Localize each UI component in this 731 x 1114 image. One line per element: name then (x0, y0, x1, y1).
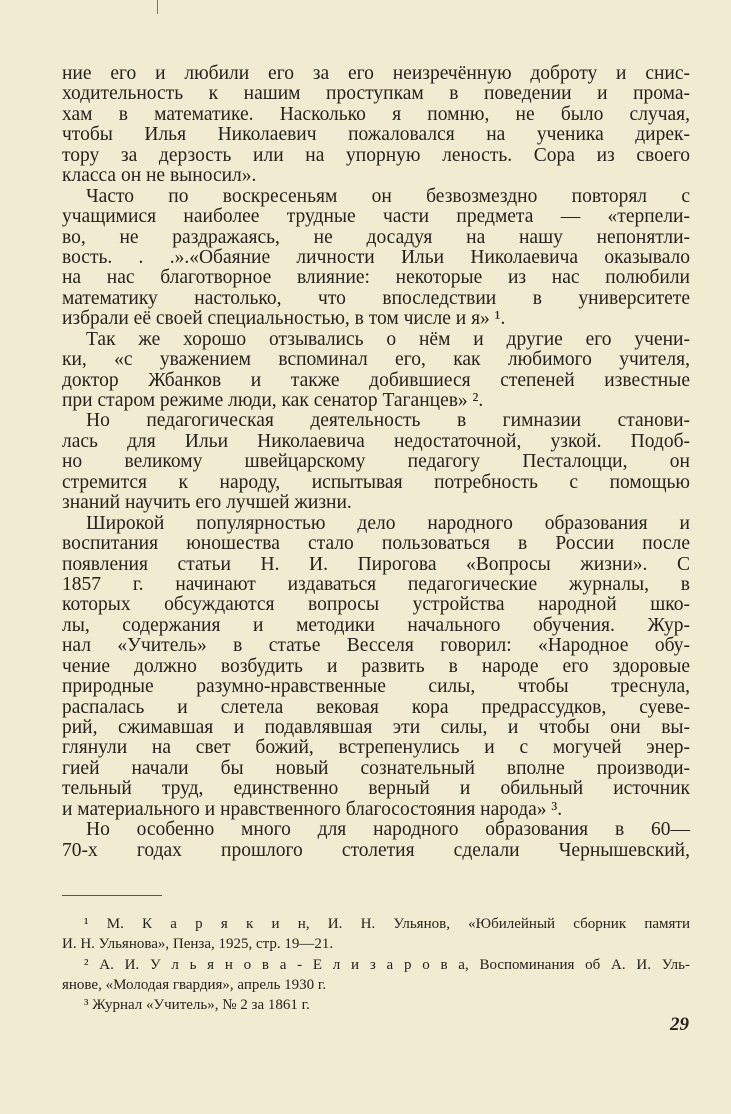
text-line: на нас благотворное влияние: некоторые из нас полюбили (62, 267, 690, 289)
text-line: Широкой популярностью дело народного образования и (86, 512, 690, 534)
text-line: при старом режиме люди, как сенатор Таганцев» ². (62, 390, 484, 411)
text-line: вость. . .».«Обаяние личности Ильи Николаевича оказывало (62, 246, 690, 268)
text-line: которых обсуждаются вопросы устройства народной шко- (62, 594, 690, 616)
scan-mark (157, 0, 158, 14)
text-line: Но особенно много для народного образования в 60— (86, 819, 690, 841)
text-line: ние его и любили его за его неизречённую доброту и снис- (62, 63, 690, 84)
text-line: появления статьи Н. И. Пирогова «Вопросы жизни». С (62, 553, 690, 575)
footnote-line: И. Н. Ульянова», Пенза, 1925, стр. 19—21. (62, 936, 334, 953)
text-line: тельный труд, единственно верный и обильный источник (62, 778, 690, 800)
text-line: Часто по воскресеньям он безвозмездно повторял с (86, 185, 690, 207)
text-line: стремится к народу, испытывая потребность с помощью (62, 471, 690, 493)
text-line: чение должно возбудить и развить в народе его здоровые (62, 655, 690, 677)
text-line: знаний научить его лучшей жизни. (62, 492, 352, 514)
text-line: воспитания юношества стало пользоваться в России после (62, 533, 690, 555)
footnotes (62, 914, 690, 1015)
footnote-line: ³ Журнал «Учитель», № 2 за 1861 г. (84, 997, 310, 1014)
text-line: и материального и нравственного благосостояния народа» ³. (62, 798, 563, 820)
text-line: Но педагогическая деятельность в гимназии станови- (86, 410, 690, 432)
text-line: рий, сжимавшая и подавлявшая эти силы, и чтобы они вы- (62, 717, 690, 738)
text-line: чтобы Илья Николаевич пожаловался на ученика дирек- (62, 124, 690, 146)
text-line: нал «Учитель» в статье Весселя говорил: «Народное обу- (62, 635, 690, 657)
text-line: математику настолько, что впоследствии в университете (62, 287, 690, 309)
text-line: избрали её своей специальностью, в том числе и я» ¹. (62, 308, 506, 330)
text-line: Так же хорошо отзывались о нём и другие его учени- (86, 328, 690, 350)
text-line: лы, содержания и методики начального обучения. Жур- (62, 614, 690, 636)
text-line: ки, «с уважением вспоминал его, как любимого учителя, (62, 349, 690, 371)
text-line: 1857 г. начинают издаваться педагогические журналы, в (62, 573, 690, 595)
footnote-line: ² А. И. У л ь я н о в а - Е л и з а р о в а, Воспоминания об А. И. Уль- (84, 956, 690, 973)
text-line: гией начали бы новый сознательный вполне производи- (62, 757, 690, 779)
text-line: лась для Ильи Николаевича недостаточной, узкой. Подоб- (62, 430, 690, 452)
text-line: 70-х годах прошлого столетия сделали Чернышевский, (62, 839, 690, 861)
footnote-divider (62, 895, 162, 896)
footnote-line: янове, «Молодая гвардия», апрель 1930 г. (62, 976, 327, 993)
text-line: глянули на свет божий, встрепенулись и с могучей энер- (62, 737, 690, 759)
text-line: доктор Жбанков и также добившиеся степеней известные (62, 369, 690, 391)
text-line: но великому швейцарскому педагогу Песталоцци, он (62, 451, 690, 473)
text-line: хам в математике. Насколько я помню, не было случая, (62, 103, 690, 125)
text-line: распалась и слетела вековая кора предрассудков, суеве- (62, 696, 690, 718)
text-line: класса он не выносил». (62, 165, 257, 187)
footnote-line: ¹ М. К а р я к и н, И. Н. Ульянов, «Юбилейный сборник памяти (84, 916, 690, 932)
text-line: тору за дерзость или на упорную леность. Сора из своего (62, 144, 690, 166)
body-text (62, 64, 690, 861)
text-line: ходительность к нашим проступкам в поведении и прома- (62, 83, 690, 105)
text-line: природные разумно-нравственные силы, чтобы треснула, (62, 676, 690, 698)
text-line: учащимися наиболее трудные части предмета — «терпели- (62, 206, 690, 228)
page-number: 29 (670, 1014, 689, 1035)
text-line: во, не раздражаясь, не досадуя на нашу непонятли- (62, 226, 690, 248)
